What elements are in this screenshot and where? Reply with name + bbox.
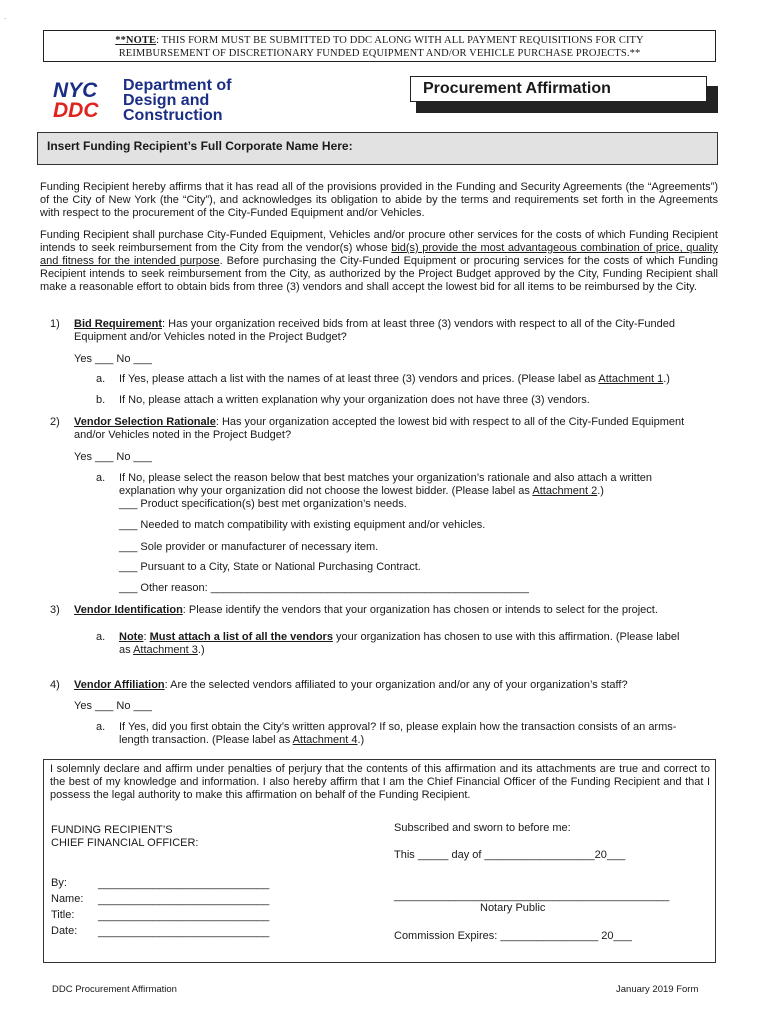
q2-text1: : Has your organization accepted the lowest bid with respect to all of the City-Funded Equipment: [215, 416, 685, 428]
cfo-line-2: CHIEF FINANCIAL OFFICER:: [51, 837, 199, 849]
notary-public-label: Notary Public: [480, 902, 546, 914]
q4-a-label: a.: [96, 721, 106, 733]
q4-a-text2: length transaction. (Please label as: [119, 734, 293, 746]
q4-text1: : Are the selected vendors affiliated to your organization and/or any of your organization’s staff?: [164, 679, 628, 691]
q3-a-end: .): [197, 644, 205, 656]
q4-a-end: .): [357, 734, 365, 746]
q2-number: 2): [50, 416, 60, 428]
note-label: **NOTE: [115, 35, 157, 46]
commission-expires[interactable]: Commission Expires: ________________ 20___: [394, 930, 632, 942]
department-name: [123, 78, 231, 123]
q4-a-text1: If Yes, did you first obtain the City’s written approval? If so, please explain how the transaction consists of an arms-: [119, 721, 677, 733]
q1-a-body: If Yes, please attach a list with the names of at least three (3) vendors and prices. (Please label as: [119, 373, 599, 385]
q4-title: Vendor Affiliation: [74, 679, 165, 691]
q4-question: [74, 679, 628, 692]
q1-a-text: [119, 373, 670, 386]
dept-line-2: Design and: [123, 92, 210, 109]
q2-a-text1: If No, please select the reason below that best matches your organization’s rationale and also attach a written: [119, 472, 652, 484]
q1-b-text: If No, please attach a written explanation why your organization does not have three (3) vendors.: [119, 394, 590, 406]
declaration-text: I solemnly declare and affirm under penalties of perjury that the contents of this affirmation and its attachments are true and correct to the best of my knowledge and information. I also hereby affirm that I am the Chief Financial Officer of the Funding Recipient and that I possess the legal authority to make this affirmation on behalf of the Funding Recipient.: [50, 763, 710, 801]
q3-text1: : Please identify the vendors that your organization has chosen or intends to select for the project.: [182, 604, 658, 616]
para2-part1: Funding Recipient shall purchase City-Funded Equipment, Vehicles and/or procure other services for the costs of which Funding Recipient intends to seek reimbursement from the City from the vendor(s) whose: [40, 229, 718, 254]
q3-question: [74, 604, 658, 617]
cfo-label: [51, 824, 199, 850]
nyc-ddc-logo: [52, 79, 122, 119]
q3-number: 3): [50, 604, 60, 616]
q2-a-label: a.: [96, 472, 106, 484]
dept-line-1: Department of: [123, 77, 232, 94]
q2-option-specification[interactable]: ___ Product specification(s) best met organization’s needs.: [119, 498, 407, 510]
footer-form-date: January 2019 Form: [616, 984, 699, 995]
q3-a-text: [119, 631, 719, 657]
q1-text2: Equipment and/or Vehicles noted in the Project Budget?: [74, 331, 347, 343]
paragraph-agreements: Funding Recipient hereby affirms that it has read all of the provisions provided in the Funding and Security Agreements (the “Agreements”) of the City of New York (the “City”), and acknowledges its obligation to abide by the terms and requirements set forth in the Agreements with respect to the procurement of the City-Funded Equipment and/or Vehicles.: [40, 181, 718, 219]
q3-colon: :: [143, 631, 150, 643]
q1-a-label: a.: [96, 373, 106, 385]
q3-a-body: your organization has chosen to use with this affirmation. (Please label: [332, 631, 680, 643]
q1-yes-no[interactable]: Yes ___ No ___: [74, 353, 152, 365]
date-label: Date:: [51, 925, 78, 937]
this-day-line[interactable]: This _____ day of __________________20___: [394, 849, 626, 861]
q2-question: [74, 416, 718, 442]
q2-a-end: .): [597, 485, 604, 497]
q1-title: Bid Requirement: [74, 318, 163, 330]
dept-line-3: Construction: [123, 107, 223, 124]
q1-question: [74, 318, 718, 344]
q2-attachment-2: Attachment 2: [532, 485, 598, 497]
q4-attachment-4: Attachment 4: [292, 734, 358, 746]
title-line[interactable]: ____________________________: [98, 910, 270, 922]
q2-option-sole-provider[interactable]: ___ Sole provider or manufacturer of necessary item.: [119, 541, 379, 553]
q1-text1: : Has your organization received bids from at least three (3) vendors with respect to all of the City-Funded: [162, 318, 675, 330]
q2-text2: and/or Vehicles noted in the Project Budget?: [74, 429, 292, 441]
q2-option-other[interactable]: ___ Other reason: ____________________________________________________: [119, 582, 529, 594]
q3-a-text2: as: [119, 644, 134, 656]
cfo-line-1: FUNDING RECIPIENT’S: [51, 824, 173, 836]
q3-must-attach: Must attach a list of all the vendors: [149, 631, 333, 643]
q1-b-label: b.: [96, 394, 106, 406]
para2-underlined: bid(s) provide the most advantageous combination of price, quality and fitness for the intended purpose: [40, 242, 718, 267]
q1-number: 1): [50, 318, 60, 330]
para2-part2: . Before purchasing the City-Funded Equipment or procuring services for the costs of which Funding Recipient intends to seek reimbursement from the City, as authorized by the Project Budget approved by the City, Funding Recipient shall make a reasonable effort to obtain bids from three (3) vendors and shall accept the lowest bid for all items to be reimbursed by the City.: [40, 255, 718, 293]
q4-yes-no[interactable]: Yes ___ No ___: [74, 700, 152, 712]
paragraph-procurement: [40, 229, 718, 294]
note-text-line2: REIMBURSEMENT OF DISCRETIONARY FUNDED EQUIPMENT AND/OR VEHICLE PURCHASE PROJECTS.**: [118, 48, 641, 59]
q2-a-text: [119, 472, 719, 498]
q4-number: 4): [50, 679, 60, 691]
q3-attachment-3: Attachment 3: [133, 644, 198, 656]
q4-a-text: [119, 721, 719, 747]
corner-mark: .: [4, 12, 7, 21]
by-label: By:: [51, 877, 67, 889]
name-label: Name:: [51, 893, 84, 905]
q3-title: Vendor Identification: [74, 604, 183, 616]
name-line[interactable]: ____________________________: [98, 894, 270, 906]
q2-option-purchasing-contract[interactable]: ___ Pursuant to a City, State or National Purchasing Contract.: [119, 561, 421, 573]
q2-a-text2: explanation why your organization did not choose the lowest bidder. (Please label as: [119, 485, 533, 497]
q1-a-end: .): [663, 373, 670, 385]
q2-yes-no[interactable]: Yes ___ No ___: [74, 451, 152, 463]
q2-option-compatibility[interactable]: ___ Needed to match compatibility with existing equipment and/or vehicles.: [119, 519, 486, 531]
q3-note-label: Note: [119, 631, 144, 643]
logo-ddc-text: DDC: [53, 99, 99, 119]
corporate-name-field[interactable]: Insert Funding Recipient’s Full Corporate Name Here:: [37, 132, 718, 165]
q2-title: Vendor Selection Rationale: [74, 416, 216, 428]
note-text-line1: : THIS FORM MUST BE SUBMITTED TO DDC ALONG WITH ALL PAYMENT REQUISITIONS FOR CITY: [156, 35, 644, 46]
date-line[interactable]: ____________________________: [98, 926, 270, 938]
submission-note: [43, 30, 716, 62]
footer-form-name: DDC Procurement Affirmation: [52, 984, 177, 995]
notary-signature-line[interactable]: _____________________________________________: [394, 890, 670, 902]
logo-nyc-text: NYC: [53, 79, 98, 102]
title-label: Title:: [51, 909, 75, 921]
q3-a-label: a.: [96, 631, 106, 643]
form-title: Procurement Affirmation: [410, 76, 707, 102]
subscribed-text: Subscribed and sworn to before me:: [394, 822, 571, 834]
q1-attachment-1: Attachment 1: [598, 373, 664, 385]
by-signature-line[interactable]: ____________________________: [98, 878, 270, 890]
